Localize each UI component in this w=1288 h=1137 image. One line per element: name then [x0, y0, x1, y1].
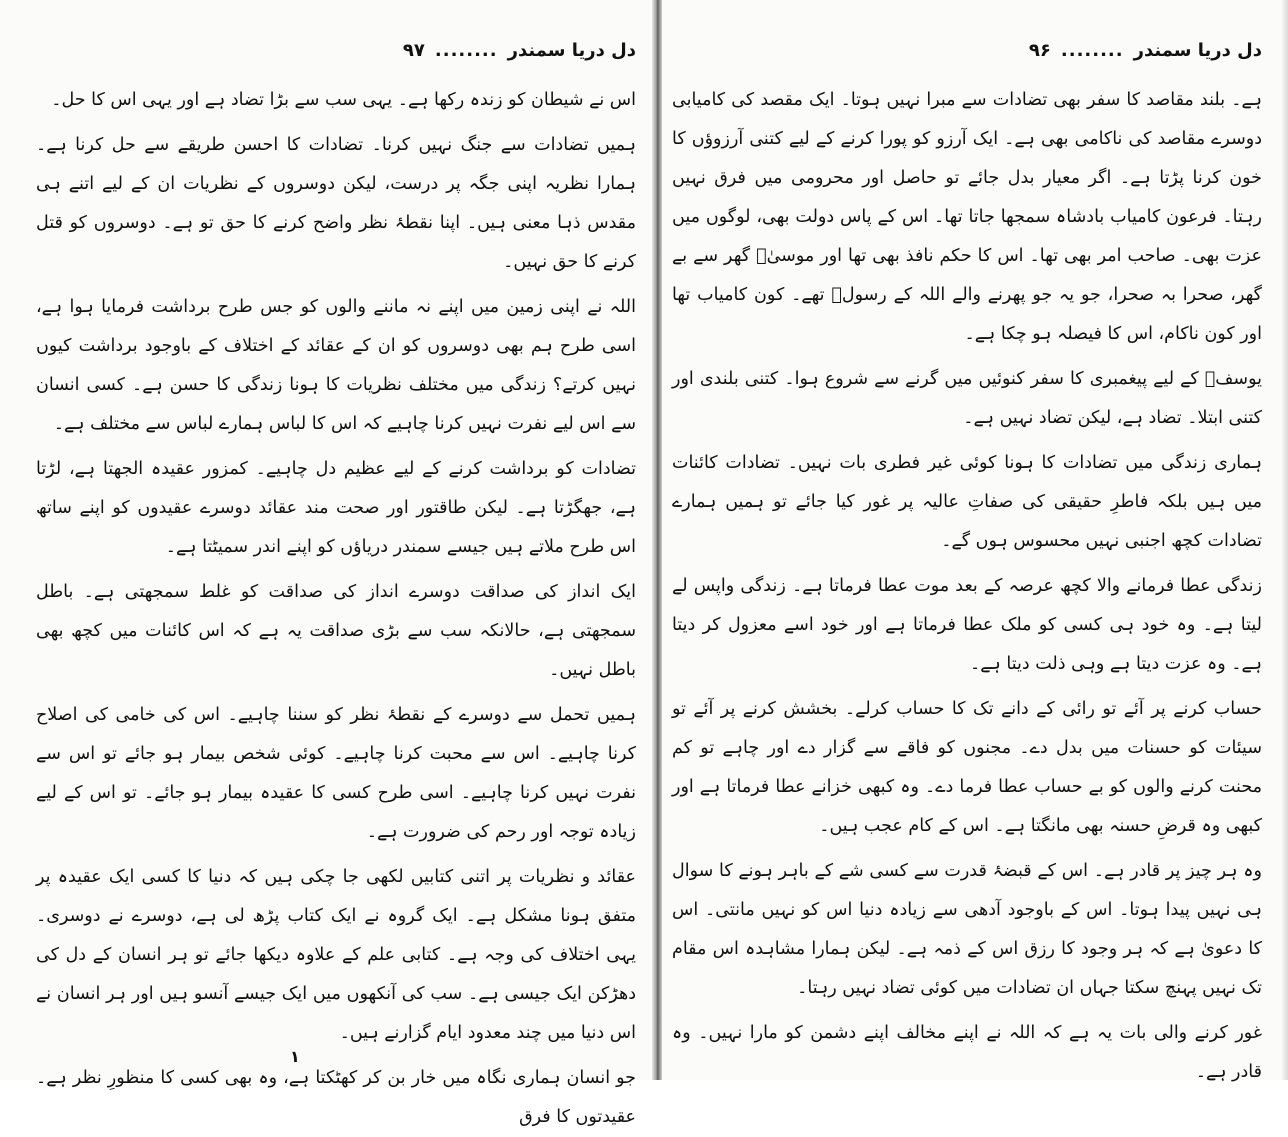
left-page-body — [36, 81, 636, 1137]
paragraph: یوسفؑ کے لیے پیغمبری کا سفر کنوئیں میں گرنے سے شروع ہوا۔ کتنی بلندی اور کتنی ابتلا۔ تضاد ہے، لیکن تضاد نہیں ہے۔ — [672, 369, 1262, 428]
paragraph: ایک انداز کی صداقت دوسرے انداز کی صداقت کو غلط سمجھتی ہے۔ باطل سمجھتی ہے، حالانکہ سب سے بڑی صداقت یہ ہے کہ اس کائنات میں کچھ بھی باطل نہیں۔ — [36, 582, 636, 680]
paragraph: ہے۔ بلند مقاصد کا سفر بھی تضادات سے مبرا نہیں ہوتا۔ ایک مقصد کی کامیابی دوسرے مقاصد کی ناکامی بھی ہے۔ ایک آرزو کو پورا کرنے کے لیے کتنی آرزوؤں کا خون کرنا پڑتا ہے۔ اگر معیار بدل جائے تو حاصل اور محرومی میں فرق نہیں رہتا۔ فرعون کامیاب بادشاہ سمجھا جاتا تھا۔ اس کے پاس دولت بھی، لوگوں میں عزت بھی۔ صاحب امر بھی تھا۔ اس کا حکم نافذ بھی تھا اور موسیٰؑ گھر سے بے گھر، صحرا بہ صحرا، جو یہ جو پھرنے والے اللہ کے رسولؑ تھے۔ کون کامیاب تھا اور کون ناکام، اس کا فیصلہ ہو چکا ہے۔ — [672, 90, 1262, 344]
page-edge-shadow — [1280, 0, 1288, 1080]
right-page — [672, 0, 1262, 1080]
paragraph: اس نے شیطان کو زندہ رکھا ہے۔ یہی سب سے بڑا تضاد ہے اور یہی اس کا حل۔ — [51, 90, 636, 110]
left-page — [36, 0, 636, 1127]
paragraph: ہمیں تحمل سے دوسرے کے نقطۂ نظر کو سننا چاہیے۔ اس کی خامی کی اصلاح کرنا چاہیے۔ اس سے محبت کرنا چاہیے۔ کوئی شخص بیمار ہو جائے تو اس سے نفرت نہیں کرنا چاہیے۔ اسی طرح کسی کا عقیدہ بیمار ہو جائے۔ تو اس کے لیے زیادہ توجہ اور رحم کی ضرورت ہے۔ — [36, 705, 636, 842]
right-page-number: ۹۶ — [1028, 39, 1051, 61]
paragraph: غور کرنے والی بات یہ ہے کہ اللہ نے اپنے مخالف اپنے دشمن کو مارا نہیں۔ وہ قادر ہے۔ — [672, 1023, 1262, 1082]
paragraph: زندگی عطا فرمانے والا کچھ عرصہ کے بعد موت عطا فرماتا ہے۔ زندگی واپس لے لیتا ہے۔ وہ خود ہی کسی کو ملک عطا فرماتا ہے اور خود اسے معزول کر دیتا ہے۔ وہ عزت دیتا ہے وہی ذلت دیتا ہے۔ — [672, 576, 1262, 674]
left-page-number: ۹۷ — [402, 39, 425, 61]
right-header-dots: ........ — [1060, 39, 1124, 61]
paragraph: عقائد و نظریات پر اتنی کتابیں لکھی جا چکی ہیں کہ دنیا کا کسی ایک عقیدہ پر متفق ہونا مشکل ہے۔ ایک گروہ نے ایک کتاب پڑھ لی ہے، دوسرے نے دوسری۔ یہی اختلاف کی وجہ ہے۔ کتابی علم کے علاوہ دیکھا جائے تو ہر انسان کے دل کی دھڑکن ایک جیسی ہے۔ سب کی آنکھوں میں ایک جیسے آنسو ہیں اور ہر انسان نے اس دنیا میں چند معدود ایام گزارنے ہیں۔ — [36, 867, 636, 1043]
paragraph: حساب کرنے پر آئے تو رائی کے دانے تک کا حساب کرلے۔ بخشش کرنے پر آئے تو سیئات کو حسنات میں بدل دے۔ مجنوں کو فاقے سے گزار دے اور چاہے تو کم محنت کرنے والوں کو بے حساب عطا فرما دے۔ وہ کبھی خزانے عطا فرماتا ہے اور کبھی وہ قرضِ حسنہ بھی مانگتا ہے۔ اس کے کام عجب ہیں۔ — [672, 699, 1262, 836]
left-page-header — [36, 30, 636, 71]
left-header-dots: ........ — [434, 39, 498, 61]
paragraph: اللہ نے اپنی زمین میں اپنے نہ ماننے والوں کو جس طرح برداشت فرمایا ہوا ہے، اسی طرح ہم بھی دوسروں کو ان کے عقائد کے اختلاف کے باوجود برداشت کیوں نہیں کرتے؟ زندگی میں مختلف نظریات کا ہونا زندگی کا حسن ہے۔ کسی انسان سے اس لیے نفرت نہیں کرنا چاہیے کہ اس کا لباس ہمارے لباس سے مختلف ہے۔ — [36, 297, 636, 434]
paragraph: وہ ہر چیز پر قادر ہے۔ اس کے قبضۂ قدرت سے کسی شے کے باہر ہونے کا سوال ہی نہیں پیدا ہوتا۔ اس کے باوجود آدھی سے زیادہ دنیا اس کو نہیں مانتی۔ اس کا دعویٰ ہے کہ ہر وجود کا رزق اس کے ذمہ ہے۔ لیکن ہمارا مشاہدہ اس مقام تک نہیں پہنچ سکتا جہاں ان تضادات میں کوئی تضاد نہیں رہتا۔ — [672, 861, 1262, 998]
book-gutter — [652, 0, 662, 1080]
right-page-body — [672, 81, 1262, 1092]
paragraph: تضادات کو برداشت کرنے کے لیے عظیم دل چاہیے۔ کمزور عقیدہ الجھتا ہے، لڑتا ہے، جھگڑتا ہے۔ لیکن طاقتور اور صحت مند عقائد دوسرے عقیدوں کو اپنے ساتھ اس طرح ملاتے ہیں جیسے سمندر دریاؤں کو اپنے اندر سمیٹتا ہے۔ — [36, 459, 636, 557]
left-header-title: دل دریا سمندر — [507, 39, 636, 61]
right-page-header — [672, 30, 1262, 71]
paragraph: ہماری زندگی میں تضادات کا ہونا کوئی غیر فطری بات نہیں۔ تضادات کائنات میں ہیں بلکہ فاطرِ حقیقی کی صفاتِ عالیہ پر غور کیا جائے تو ہمیں ہمارے تضادات کچھ اجنبی نہیں محسوس ہوں گے۔ — [672, 453, 1262, 551]
paragraph: ہمیں تضادات سے جنگ نہیں کرنا۔ تضادات کا احسن طریقے سے حل کرنا ہے۔ ہمارا نظریہ اپنی جگہ پر درست، لیکن دوسروں کے نظریات ان کے لیے اتنے ہی مقدس ذہا معنی ہیں۔ اپنا نقطۂ نظر واضح کرنے کا حق تو ہے۔ دوسروں کو قتل کرنے کا حق نہیں۔ — [36, 135, 636, 272]
left-page-footer-mark: ١ — [290, 1047, 300, 1066]
paragraph: جو انسان ہماری نگاہ میں خار بن کر کھٹکتا ہے، وہ بھی کسی کا منظورِ نظر ہے۔ عقیدتوں کا فرق — [36, 1068, 636, 1127]
right-header-title: دل دریا سمندر — [1133, 39, 1262, 61]
